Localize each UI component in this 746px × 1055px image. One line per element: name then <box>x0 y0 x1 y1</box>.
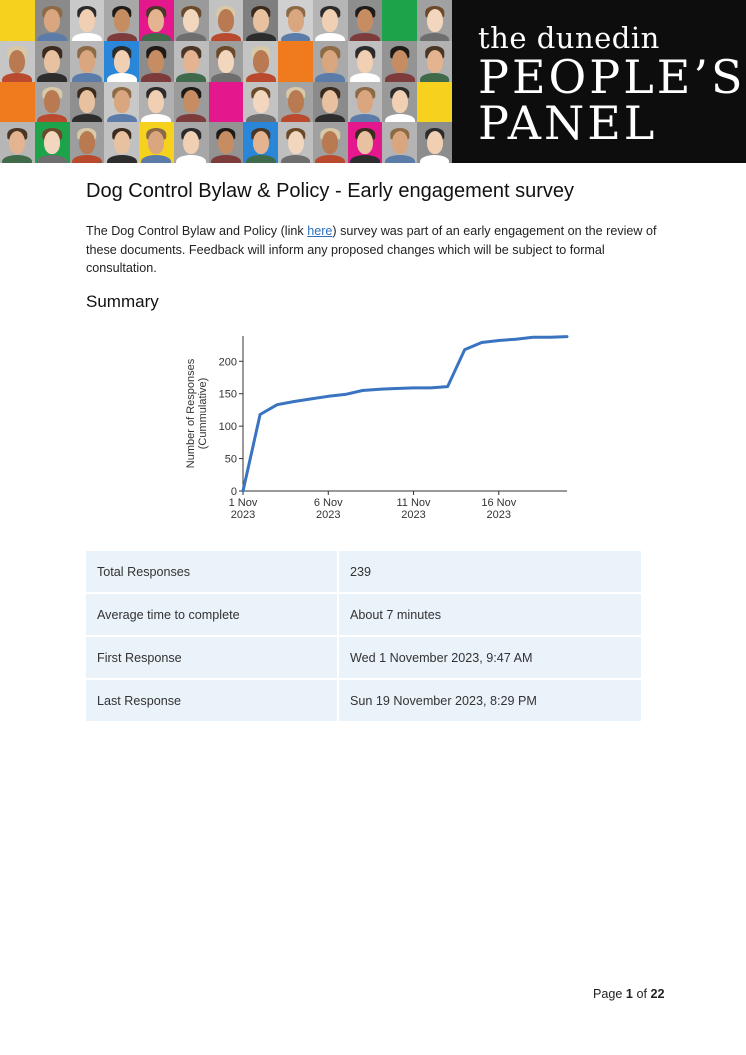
portrait-tile <box>139 0 174 41</box>
stats-value: Sun 19 November 2023, 8:29 PM <box>339 680 643 723</box>
stats-label: Average time to complete <box>86 594 339 637</box>
portrait-tile <box>382 41 417 82</box>
stats-value: About 7 minutes <box>339 594 643 637</box>
logo-line-2: PEOPLE’S <box>478 50 746 104</box>
stats-row <box>86 680 643 723</box>
cumulative-responses-chart <box>180 328 580 528</box>
stats-label: Total Responses <box>86 551 339 594</box>
x-tick-label: 6 Nov <box>313 497 343 509</box>
portrait-tile <box>313 82 348 123</box>
portrait-tile <box>209 0 244 41</box>
logo-line-3: PANEL <box>478 96 658 150</box>
total-pages: 22 <box>650 987 665 1001</box>
stats-value: Wed 1 November 2023, 9:47 AM <box>339 637 643 680</box>
x-tick-label-year: 2023 <box>230 509 256 521</box>
portrait-tile <box>278 41 313 82</box>
portrait-tile <box>313 0 348 41</box>
portrait-tile <box>35 122 70 163</box>
portrait-tile <box>278 82 313 123</box>
portrait-tile <box>313 122 348 163</box>
portrait-tile <box>139 122 174 163</box>
portrait-tile <box>174 122 209 163</box>
x-tick-label-year: 2023 <box>401 509 426 521</box>
x-tick-label: 16 Nov <box>481 497 517 509</box>
portrait-tile <box>243 122 278 163</box>
document-title: Dog Control Bylaw & Policy - Early engagement survey <box>86 180 574 202</box>
portrait-tile <box>70 122 105 163</box>
portrait-tile <box>174 41 209 82</box>
portrait-tile <box>104 82 139 123</box>
portrait-tile <box>139 41 174 82</box>
portrait-tile <box>139 82 174 123</box>
portrait-tile <box>0 82 35 123</box>
stats-value: 239 <box>339 551 643 594</box>
portrait-tile <box>348 122 383 163</box>
stats-row <box>86 594 643 637</box>
portrait-tile <box>243 82 278 123</box>
portrait-tile <box>382 82 417 123</box>
portrait-tile <box>35 0 70 41</box>
page-footer <box>593 987 664 1001</box>
portrait-tile <box>243 41 278 82</box>
people-photo-mosaic <box>0 0 452 163</box>
portrait-tile <box>209 122 244 163</box>
y-tick-label: 200 <box>218 356 237 369</box>
portrait-tile <box>382 0 417 41</box>
x-tick-label-year: 2023 <box>486 509 512 521</box>
of-word: of <box>636 987 647 1001</box>
portrait-tile <box>417 0 452 41</box>
summary-heading: Summary <box>86 292 159 311</box>
stats-label: Last Response <box>86 680 339 723</box>
portrait-tile <box>313 41 348 82</box>
portrait-tile <box>348 82 383 123</box>
y-tick-label: 150 <box>218 388 237 401</box>
x-tick-label: 1 Nov <box>228 497 258 509</box>
intro-text-start: The Dog Control Bylaw and Policy (link <box>86 224 308 238</box>
portrait-tile <box>174 0 209 41</box>
intro-text-end: ) survey was part of an early engagement on the review of these documents. Feedback will inform any proposed changes which will be subject to formal consultation. <box>86 224 657 275</box>
portrait-tile <box>382 122 417 163</box>
portrait-tile <box>104 41 139 82</box>
portrait-tile <box>278 122 313 163</box>
intro-paragraph <box>86 222 658 278</box>
page-word: Page <box>593 987 623 1001</box>
portrait-tile <box>104 0 139 41</box>
header-banner <box>0 0 746 163</box>
y-tick-label: 50 <box>224 453 237 466</box>
portrait-tile <box>417 82 452 123</box>
portrait-tile <box>209 41 244 82</box>
y-tick-label: 0 <box>230 486 237 498</box>
stats-row <box>86 551 643 594</box>
portrait-tile <box>70 0 105 41</box>
dunedin-peoples-panel-logo <box>478 21 746 150</box>
portrait-tile <box>35 82 70 123</box>
portrait-tile <box>104 122 139 163</box>
portrait-tile <box>0 0 35 41</box>
portrait-tile <box>0 41 35 82</box>
x-tick-label: 11 Nov <box>396 497 431 509</box>
portrait-tile <box>417 41 452 82</box>
stats-label: First Response <box>86 637 339 680</box>
portrait-tile <box>278 0 313 41</box>
portrait-tile <box>70 82 105 123</box>
x-tick-label-year: 2023 <box>316 509 341 521</box>
y-axis-label: Number of Responses <box>185 358 197 469</box>
portrait-tile <box>209 82 244 123</box>
chart-svg <box>180 328 580 528</box>
summary-stats-table <box>86 551 643 723</box>
portrait-tile <box>243 0 278 41</box>
logo-line-1: the dunedin <box>478 21 660 55</box>
portrait-tile <box>70 41 105 82</box>
y-axis-label-line-2: (Cummulative) <box>197 377 209 450</box>
y-tick-label: 100 <box>218 421 237 434</box>
portrait-tile <box>348 41 383 82</box>
stats-row <box>86 637 643 680</box>
page-number: 1 <box>625 987 633 1001</box>
portrait-tile <box>417 122 452 163</box>
portrait-tile <box>35 41 70 82</box>
portrait-tile <box>0 122 35 163</box>
portrait-tile <box>174 82 209 123</box>
portrait-tile <box>348 0 383 41</box>
cumulative-responses-line <box>243 337 567 491</box>
here-link[interactable]: here <box>307 224 333 238</box>
